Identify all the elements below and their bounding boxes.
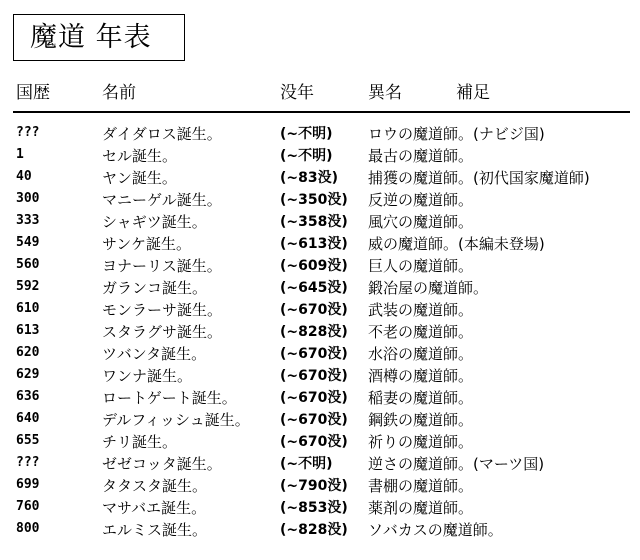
- table-row: [0, 451, 640, 473]
- name-cell: ワンナ誕生。: [102, 367, 193, 385]
- alias-cell: 不老の魔道師。: [368, 323, 474, 341]
- header-name: 名前: [102, 83, 136, 103]
- name-cell: マニーゲル誕生。: [102, 191, 222, 209]
- death-cell: (~358没): [280, 214, 348, 230]
- alias-cell: 酒樽の魔道師。: [368, 367, 474, 385]
- table-row: [0, 121, 640, 143]
- name-cell: デルフィッシュ誕生。: [102, 411, 250, 429]
- alias-cell: 薬剤の魔道師。: [368, 499, 474, 517]
- year-cell: 655: [16, 433, 40, 448]
- year-cell: ???: [16, 455, 40, 470]
- alias-cell: 鋼鉄の魔道師。: [368, 411, 474, 429]
- header-alias: 異名: [368, 83, 402, 103]
- table-row: [0, 363, 640, 385]
- table-header: [0, 78, 640, 102]
- death-cell: (~670没): [280, 368, 348, 384]
- death-cell: (~670没): [280, 434, 348, 450]
- header-note: 補足: [456, 83, 490, 103]
- header-death: 没年: [280, 83, 314, 103]
- year-cell: 640: [16, 411, 40, 426]
- year-cell: 636: [16, 389, 40, 404]
- alias-cell: 書棚の魔道師。: [368, 477, 474, 495]
- table-row: [0, 231, 640, 253]
- name-cell: ヨナーリス誕生。: [102, 257, 222, 275]
- alias-cell: 武装の魔道師。: [368, 301, 474, 319]
- table-row: [0, 187, 640, 209]
- alias-cell: 捕獲の魔道師。(初代国家魔道師): [368, 169, 590, 187]
- death-cell: (~350没): [280, 192, 348, 208]
- year-cell: 620: [16, 345, 40, 360]
- alias-cell: 祈りの魔道師。: [368, 433, 474, 451]
- name-cell: セル誕生。: [102, 147, 178, 165]
- death-cell: (~609没): [280, 258, 348, 274]
- year-cell: 800: [16, 521, 40, 536]
- table-row: [0, 319, 640, 341]
- name-cell: ダイダロス誕生。: [102, 125, 222, 143]
- name-cell: ガランコ誕生。: [102, 279, 208, 297]
- year-cell: 629: [16, 367, 40, 382]
- death-cell: (~670没): [280, 302, 348, 318]
- name-cell: モンラーサ誕生。: [102, 301, 223, 319]
- death-cell: (~613没): [280, 236, 348, 252]
- year-cell: 699: [16, 477, 40, 492]
- death-cell: (~83没): [280, 170, 339, 186]
- death-cell: (~790没): [280, 478, 348, 494]
- page-title: 魔道 年表: [13, 14, 185, 61]
- alias-cell: 反逆の魔道師。: [368, 191, 474, 209]
- year-cell: 610: [16, 301, 40, 316]
- table-row: [0, 275, 640, 297]
- name-cell: ヤン誕生。: [102, 169, 177, 187]
- table-row: [0, 143, 640, 165]
- name-cell: スタラグサ誕生。: [102, 323, 223, 341]
- year-cell: 613: [16, 323, 40, 338]
- alias-cell: 風穴の魔道師。: [368, 213, 474, 231]
- table-row: [0, 407, 640, 429]
- table-row: [0, 495, 640, 517]
- death-cell: (~不明): [280, 456, 333, 472]
- header-year: 国歴: [16, 83, 50, 103]
- name-cell: タタスタ誕生。: [102, 477, 208, 495]
- name-cell: ツバンタ誕生。: [102, 345, 207, 363]
- table-row: [0, 253, 640, 275]
- alias-cell: 威の魔道師。(本編未登場): [368, 235, 545, 253]
- death-cell: (~不明): [280, 148, 333, 164]
- table-row: [0, 297, 640, 319]
- table-row: [0, 209, 640, 231]
- name-cell: ゼゼコッタ誕生。: [102, 455, 222, 473]
- table-row: [0, 517, 640, 539]
- alias-cell: 稲妻の魔道師。: [368, 389, 474, 407]
- year-cell: 40: [16, 169, 32, 184]
- death-cell: (~670没): [280, 390, 348, 406]
- death-cell: (~670没): [280, 412, 348, 428]
- name-cell: ロートゲート誕生。: [102, 389, 237, 407]
- death-cell: (~853没): [280, 500, 348, 516]
- year-cell: 1: [16, 147, 24, 162]
- year-cell: 549: [16, 235, 40, 250]
- alias-cell: 巨人の魔道師。: [368, 257, 474, 275]
- header-divider: [13, 111, 630, 113]
- year-cell: ???: [16, 125, 40, 140]
- death-cell: (~不明): [280, 126, 333, 142]
- table-row: [0, 165, 640, 187]
- name-cell: エルミス誕生。: [102, 521, 208, 539]
- name-cell: マサバエ誕生。: [102, 499, 207, 517]
- year-cell: 560: [16, 257, 40, 272]
- timeline-table: [0, 121, 640, 539]
- name-cell: チリ誕生。: [102, 433, 178, 451]
- death-cell: (~670没): [280, 346, 348, 362]
- alias-cell: 鍛冶屋の魔道師。: [368, 279, 489, 297]
- alias-cell: 水浴の魔道師。: [368, 345, 474, 363]
- death-cell: (~645没): [280, 280, 348, 296]
- death-cell: (~828没): [280, 324, 348, 340]
- alias-cell: 逆さの魔道師。(マーツ国): [368, 455, 545, 473]
- year-cell: 300: [16, 191, 40, 206]
- name-cell: サンケ誕生。: [102, 235, 191, 253]
- death-cell: (~828没): [280, 522, 348, 538]
- table-row: [0, 385, 640, 407]
- alias-cell: ロウの魔道師。(ナビジ国): [368, 125, 545, 143]
- year-cell: 592: [16, 279, 40, 294]
- alias-cell: 最古の魔道師。: [368, 147, 474, 165]
- alias-cell: ソバカスの魔道師。: [368, 521, 503, 539]
- year-cell: 333: [16, 213, 40, 228]
- table-row: [0, 429, 640, 451]
- table-row: [0, 473, 640, 495]
- name-cell: シャギツ誕生。: [102, 213, 207, 231]
- year-cell: 760: [16, 499, 40, 514]
- table-row: [0, 341, 640, 363]
